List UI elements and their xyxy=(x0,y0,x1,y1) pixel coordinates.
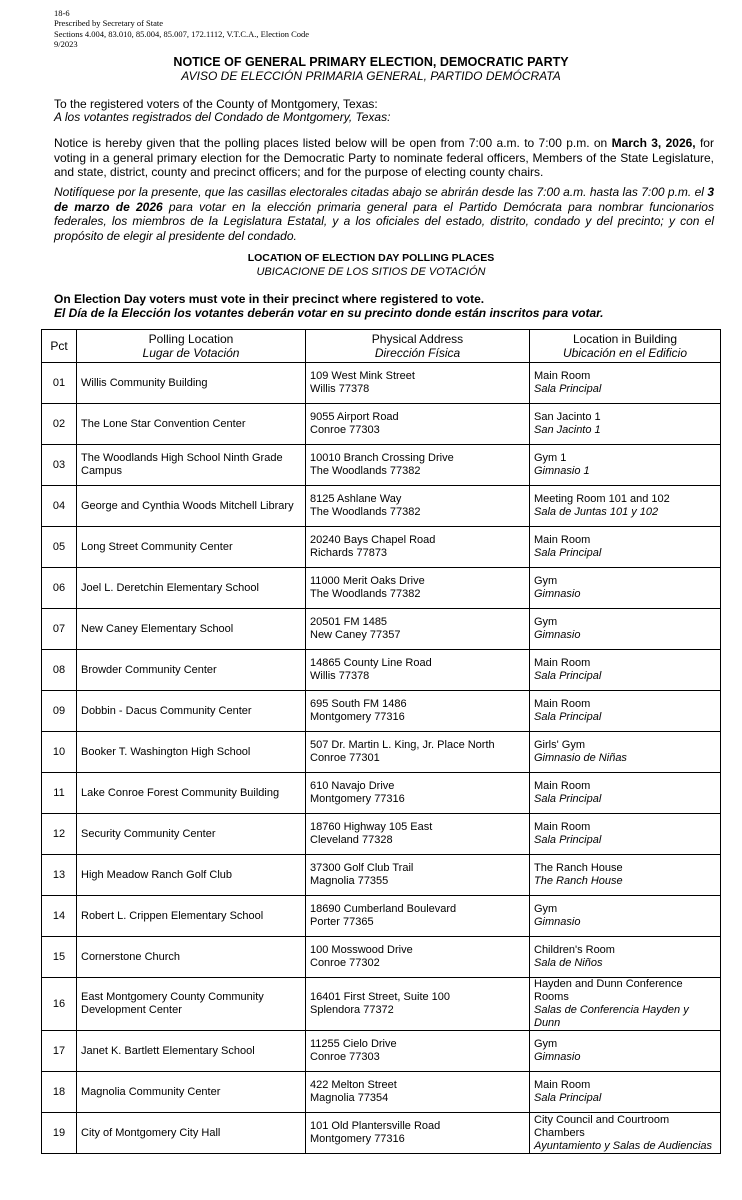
row-building-es: Gimnasio xyxy=(534,1051,581,1063)
row-pct: 08 xyxy=(42,650,77,691)
header-location-label: Polling Location xyxy=(148,332,234,346)
table-row xyxy=(42,855,721,896)
row-building-en: City Council and Courtroom Chambers xyxy=(534,1113,670,1139)
row-building-location xyxy=(530,855,721,896)
row-address xyxy=(306,937,530,978)
row-building-en: Main Room xyxy=(534,370,591,382)
notice-paragraph-spanish xyxy=(54,185,714,243)
row-address-street: 610 Navajo Drive xyxy=(310,780,395,792)
row-address xyxy=(306,691,530,732)
row-address xyxy=(306,896,530,937)
row-address-street: 14865 County Line Road xyxy=(310,657,432,669)
table-row xyxy=(42,527,721,568)
row-building-en: Main Room xyxy=(534,698,591,710)
row-address-street: 20240 Bays Chapel Road xyxy=(310,534,436,546)
row-building-location xyxy=(530,445,721,486)
row-address-street: 9055 Airport Road xyxy=(310,411,399,423)
row-building-es: Salas de Conferencia Hayden y Dunn xyxy=(534,1004,689,1029)
row-building-en: Gym 1 xyxy=(534,452,567,464)
row-building-es: Sala Principal xyxy=(534,1092,602,1104)
row-pct: 16 xyxy=(42,978,77,1031)
row-building-location xyxy=(530,691,721,732)
header-address xyxy=(306,330,530,363)
row-building-en: Gym xyxy=(534,616,558,628)
row-address xyxy=(306,978,530,1031)
row-address-street: 109 West Mink Street xyxy=(310,370,415,382)
row-building-location xyxy=(530,896,721,937)
row-address xyxy=(306,773,530,814)
row-building-es: Gimnasio de Niñas xyxy=(534,752,627,764)
row-address xyxy=(306,527,530,568)
table-row xyxy=(42,609,721,650)
table-row xyxy=(42,732,721,773)
addressee: To the registered voters of the County of Montgomery, Texas: xyxy=(54,97,378,111)
header-location xyxy=(77,330,306,363)
row-building-location xyxy=(530,568,721,609)
row-polling-location: New Caney Elementary School xyxy=(77,609,306,650)
table-row xyxy=(42,814,721,855)
table-row xyxy=(42,568,721,609)
row-address-city: Splendora 77372 xyxy=(310,1004,394,1016)
row-address-street: 18760 Highway 105 East xyxy=(310,821,433,833)
row-pct: 09 xyxy=(42,691,77,732)
row-building-location xyxy=(530,1031,721,1072)
table-row xyxy=(42,896,721,937)
row-pct: 14 xyxy=(42,896,77,937)
row-polling-location: High Meadow Ranch Golf Club xyxy=(77,855,306,896)
row-building-es: Gimnasio 1 xyxy=(534,465,590,477)
row-pct: 12 xyxy=(42,814,77,855)
table-row xyxy=(42,937,721,978)
header-pct-label: Pct xyxy=(50,339,68,353)
row-address xyxy=(306,568,530,609)
row-pct: 04 xyxy=(42,486,77,527)
table-row xyxy=(42,650,721,691)
row-pct: 06 xyxy=(42,568,77,609)
row-address-city: Montgomery 77316 xyxy=(310,1133,405,1145)
row-address xyxy=(306,486,530,527)
header-building-label: Location in Building xyxy=(572,332,678,346)
row-building-en: Girls' Gym xyxy=(534,739,585,751)
row-building-location xyxy=(530,363,721,404)
row-polling-location: Booker T. Washington High School xyxy=(77,732,306,773)
table-row xyxy=(42,404,721,445)
row-building-en: Main Room xyxy=(534,657,591,669)
notice-title: NOTICE OF GENERAL PRIMARY ELECTION, DEMOCRATIC PARTY xyxy=(173,55,569,69)
row-pct: 13 xyxy=(42,855,77,896)
table-row xyxy=(42,486,721,527)
prescribed-by: Prescribed by Secretary of State xyxy=(54,18,164,29)
row-polling-location: Janet K. Bartlett Elementary School xyxy=(77,1031,306,1072)
row-address-city: Conroe 77302 xyxy=(310,957,380,969)
row-address-city: Conroe 77301 xyxy=(310,752,380,764)
row-pct: 15 xyxy=(42,937,77,978)
row-address-city: New Caney 77357 xyxy=(310,629,401,641)
row-address-city: Magnolia 77355 xyxy=(310,875,389,887)
row-address xyxy=(306,404,530,445)
row-building-en: Main Room xyxy=(534,534,591,546)
row-address xyxy=(306,1113,530,1154)
row-pct: 01 xyxy=(42,363,77,404)
notice-paragraph xyxy=(54,136,714,180)
row-polling-location: Lake Conroe Forest Community Building xyxy=(77,773,306,814)
row-pct: 05 xyxy=(42,527,77,568)
row-address-street: 422 Melton Street xyxy=(310,1079,397,1091)
row-polling-location: George and Cynthia Woods Mitchell Library xyxy=(77,486,306,527)
table-header-row xyxy=(42,330,721,363)
row-address-city: Richards 77873 xyxy=(310,547,388,559)
table-row xyxy=(42,1072,721,1113)
row-building-location xyxy=(530,814,721,855)
row-building-en: The Ranch House xyxy=(534,862,623,874)
form-date: 9/2023 xyxy=(54,39,78,50)
row-building-es: Sala Principal xyxy=(534,711,602,723)
row-address-street: 11000 Merit Oaks Drive xyxy=(310,575,425,587)
row-building-en: Hayden and Dunn Conference Rooms xyxy=(534,978,683,1003)
table-row xyxy=(42,691,721,732)
statute-sections: Sections 4.004, 83.010, 85.004, 85.007, 172.1112, V.T.C.A., Election Code xyxy=(54,28,310,39)
row-polling-location: Magnolia Community Center xyxy=(77,1072,306,1113)
row-polling-location: Dobbin - Dacus Community Center xyxy=(77,691,306,732)
header-address-label: Physical Address xyxy=(371,332,464,346)
row-address-city: Porter 77365 xyxy=(310,916,374,928)
row-address-street: 101 Old Plantersville Road xyxy=(310,1120,441,1132)
table-row xyxy=(42,363,721,404)
row-building-es: Ayuntamiento y Salas de Audiencias xyxy=(534,1139,713,1152)
row-address-street: 695 South FM 1486 xyxy=(310,698,407,710)
header-building xyxy=(530,330,721,363)
header-address-label-es: Dirección Física xyxy=(374,346,461,360)
row-address-city: The Woodlands 77382 xyxy=(310,465,421,477)
row-polling-location: City of Montgomery City Hall xyxy=(77,1113,306,1154)
election-date-spanish: 3 de marzo de 2026 xyxy=(54,185,714,214)
row-pct: 11 xyxy=(42,773,77,814)
row-address-city: Conroe 77303 xyxy=(310,1051,380,1063)
row-address xyxy=(306,363,530,404)
row-building-es: Sala Principal xyxy=(534,670,602,682)
location-heading-spanish: UBICACIONE DE LOS SITIOS DE VOTACIÓN xyxy=(256,266,486,278)
polling-rows xyxy=(42,363,721,1154)
row-polling-location: Joel L. Deretchin Elementary School xyxy=(77,568,306,609)
addressee-spanish: A los votantes registrados del Condado de Montgomery, Texas: xyxy=(54,110,391,124)
notice-text-2: for voting in a general primary election for the Democratic Party to nominate federal officers, Members of the State Legislature, and state, district, county and precinct officers; and for the purpose of electing county chairs. xyxy=(54,136,714,179)
row-building-location xyxy=(530,937,721,978)
row-building-en: Main Room xyxy=(534,780,591,792)
row-building-location xyxy=(530,978,721,1031)
polling-places-table xyxy=(41,329,721,1154)
notice-title-spanish: AVISO DE ELECCIÓN PRIMARIA GENERAL, PARTIDO DEMÓCRATA xyxy=(181,69,561,83)
row-building-en: Gym xyxy=(534,1038,558,1050)
row-address-city: The Woodlands 77382 xyxy=(310,506,421,518)
row-address-city: Conroe 77303 xyxy=(310,424,380,436)
row-building-es: Sala Principal xyxy=(534,793,602,805)
table-row xyxy=(42,773,721,814)
row-pct: 17 xyxy=(42,1031,77,1072)
row-building-es: Gimnasio xyxy=(534,588,581,600)
row-building-location xyxy=(530,773,721,814)
row-building-es: Sala de Niños xyxy=(534,957,603,969)
row-address-city: Cleveland 77328 xyxy=(310,834,393,846)
form-header xyxy=(54,8,309,50)
row-address xyxy=(306,609,530,650)
row-pct: 07 xyxy=(42,609,77,650)
row-building-en: Gym xyxy=(534,903,558,915)
row-address-street: 507 Dr. Martin L. King, Jr. Place North xyxy=(310,739,495,751)
row-pct: 02 xyxy=(42,404,77,445)
notice-es-text-1: Notifíquese por la presente, que las casillas electorales citadas abajo se abrirán desde las 7:00 a.m. hasta las 7:00 p.m. el xyxy=(54,185,704,199)
voting-rule-spanish: El Día de la Elección los votantes deberán votar en su precinto donde están inscritos para votar. xyxy=(54,306,604,320)
notice-text-1: Notice is hereby given that the polling places listed below will be open from 7:00 a.m. to 7:00 p.m. on xyxy=(54,136,608,150)
notice-es-text-2: para votar en la elección primaria general para el Partido Demócrata para nombrar funcionarios federales, los miembros de la Legislatura Estatal, y a los oficiales del estado, distrito, condado y del precinto; y con el propósito de elegir al presidente del condado. xyxy=(54,199,714,243)
row-address-street: 10010 Branch Crossing Drive xyxy=(310,452,454,464)
row-polling-location: Robert L. Crippen Elementary School xyxy=(77,896,306,937)
row-polling-location: East Montgomery County Community Development Center xyxy=(77,978,306,1031)
row-address xyxy=(306,445,530,486)
row-building-es: Sala Principal xyxy=(534,834,602,846)
row-building-es: Gimnasio xyxy=(534,916,581,928)
form-number: 18-6 xyxy=(54,8,70,18)
row-address-city: Magnolia 77354 xyxy=(310,1092,389,1104)
row-building-en: Gym xyxy=(534,575,558,587)
row-building-en: Meeting Room 101 and 102 xyxy=(534,493,670,505)
row-building-location xyxy=(530,1072,721,1113)
row-address-street: 11255 Cielo Drive xyxy=(310,1038,397,1050)
row-building-en: Children's Room xyxy=(534,944,615,956)
row-building-location xyxy=(530,404,721,445)
table-row xyxy=(42,978,721,1031)
table-row xyxy=(42,445,721,486)
row-address-street: 37300 Golf Club Trail xyxy=(310,862,414,874)
row-polling-location: The Lone Star Convention Center xyxy=(77,404,306,445)
row-address xyxy=(306,814,530,855)
row-building-location xyxy=(530,650,721,691)
row-address-city: Montgomery 77316 xyxy=(310,793,405,805)
row-building-en: San Jacinto 1 xyxy=(534,411,601,423)
row-building-en: Main Room xyxy=(534,821,591,833)
row-polling-location: Security Community Center xyxy=(77,814,306,855)
row-address xyxy=(306,1031,530,1072)
row-building-location xyxy=(530,732,721,773)
row-address-street: 8125 Ashlane Way xyxy=(310,493,402,505)
header-building-label-es: Ubicación en el Edificio xyxy=(562,346,688,360)
row-building-location xyxy=(530,527,721,568)
row-address xyxy=(306,855,530,896)
table-row xyxy=(42,1031,721,1072)
row-address xyxy=(306,650,530,691)
row-pct: 03 xyxy=(42,445,77,486)
row-polling-location: The Woodlands High School Ninth Grade Campus xyxy=(77,445,306,486)
header-location-label-es: Lugar de Votación xyxy=(142,346,240,360)
row-address-street: 20501 FM 1485 xyxy=(310,616,388,628)
header-pct xyxy=(42,330,77,363)
row-address-city: Willis 77378 xyxy=(310,383,370,395)
row-polling-location: Willis Community Building xyxy=(77,363,306,404)
row-address-city: The Woodlands 77382 xyxy=(310,588,421,600)
row-pct: 18 xyxy=(42,1072,77,1113)
row-building-es: Sala Principal xyxy=(534,383,602,395)
row-pct: 10 xyxy=(42,732,77,773)
election-date: March 3, 2026, xyxy=(611,136,696,150)
row-address-city: Montgomery 77316 xyxy=(310,711,405,723)
row-building-location xyxy=(530,486,721,527)
row-building-location xyxy=(530,1113,721,1154)
row-address-street: 16401 First Street, Suite 100 xyxy=(310,991,451,1003)
table-row xyxy=(42,1113,721,1154)
row-building-es: The Ranch House xyxy=(534,875,623,887)
row-building-es: Sala de Juntas 101 y 102 xyxy=(534,506,659,518)
row-address-street: 100 Mosswood Drive xyxy=(310,944,413,956)
row-polling-location: Cornerstone Church xyxy=(77,937,306,978)
location-heading: LOCATION OF ELECTION DAY POLLING PLACES xyxy=(247,252,495,264)
row-address xyxy=(306,732,530,773)
row-address-street: 18690 Cumberland Boulevard xyxy=(310,903,457,915)
row-building-en: Main Room xyxy=(534,1079,591,1091)
row-address-city: Willis 77378 xyxy=(310,670,370,682)
row-address xyxy=(306,1072,530,1113)
row-building-location xyxy=(530,609,721,650)
row-polling-location: Browder Community Center xyxy=(77,650,306,691)
row-pct: 19 xyxy=(42,1113,77,1154)
row-building-es: San Jacinto 1 xyxy=(534,424,601,436)
row-building-es: Sala Principal xyxy=(534,547,602,559)
row-polling-location: Long Street Community Center xyxy=(77,527,306,568)
row-building-es: Gimnasio xyxy=(534,629,581,641)
voting-rule: On Election Day voters must vote in their precinct where registered to vote. xyxy=(54,292,485,306)
